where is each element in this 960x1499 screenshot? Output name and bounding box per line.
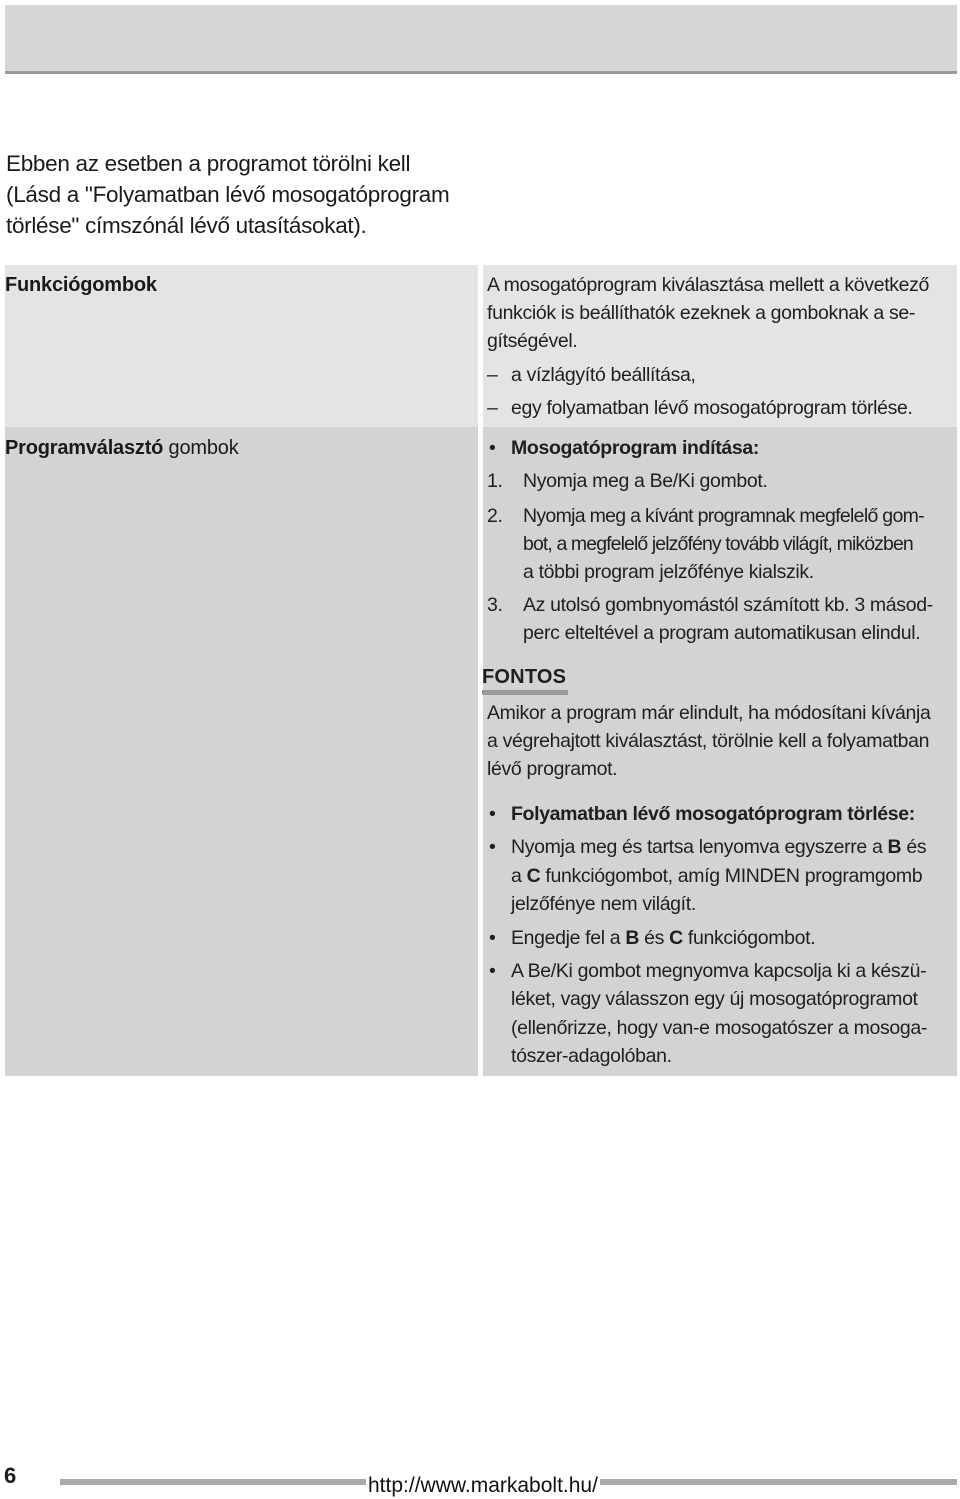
cancel-step-line: A Be/Ki gombot megnyomva kapcsolja ki a készü- <box>511 960 927 982</box>
intro-paragraph <box>6 148 476 241</box>
fontos-underline <box>482 690 568 695</box>
table-left-column <box>5 265 478 1076</box>
dash-item: egy folyamatban lévő mosogatóprogram törlése. <box>511 397 913 419</box>
cancel-step-line: Nyomja meg és tartsa lenyomva egyszerre a B és <box>511 836 927 858</box>
dash-item: a vízlágyító beállítása, <box>511 364 696 386</box>
page-number: 6 <box>4 1463 17 1488</box>
dash-marker: – <box>487 364 498 386</box>
fontos-title: FONTOS <box>482 666 567 688</box>
header-band <box>5 5 957 74</box>
step-text: Nyomja meg a Be/Ki gombot. <box>523 470 768 492</box>
step-number: 3. <box>487 594 503 616</box>
cancel-step-line: a C funkciógombot, amíg MINDEN programgomb <box>511 865 923 887</box>
start-program-title: Mosogatóprogram indítása: <box>511 437 760 459</box>
step-text: perc elteltével a program automatikusan elindul. <box>523 622 921 644</box>
bullet-marker: • <box>489 927 496 949</box>
dash-marker: – <box>487 397 498 419</box>
step-text: Nyomja meg a kívánt programnak megfelelő gom- <box>523 505 924 527</box>
cancel-step-line: tószer-adagolóban. <box>511 1045 672 1067</box>
bullet-marker: • <box>489 836 496 858</box>
row1-text-line: funkciók is beállíthatók ezeknek a gomboknak a se- <box>487 302 916 324</box>
row1-text-line: A mosogatóprogram kiválasztása mellett a következő <box>487 274 930 296</box>
intro-line: törlése" címszónál lévő utasításokat). <box>6 213 367 238</box>
cancel-program-title: Folyamatban lévő mosogatóprogram törlése: <box>511 803 915 825</box>
fontos-text-line: lévő programot. <box>487 758 618 780</box>
bullet-marker: • <box>489 803 496 825</box>
step-text: bot, a megfelelő jelzőfény tovább világít, miközben <box>523 533 913 555</box>
bullet-marker: • <box>489 437 496 459</box>
intro-line: (Lásd a "Folyamatban lévő mosogatóprogram <box>6 182 450 207</box>
fontos-text-line: a végrehajtott kiválasztást, törölnie kell a folyamatban <box>487 730 930 752</box>
step-text: a többi program jelzőfénye kialszik. <box>523 561 814 583</box>
cancel-step-line: Engedje fel a B és C funkciógombot. <box>511 927 816 949</box>
step-text: Az utolsó gombnyomástól számított kb. 3 másod- <box>523 594 933 616</box>
cancel-step-line: jelzőfénye nem világít. <box>511 893 696 915</box>
row1-text-line: gítségével. <box>487 330 578 352</box>
cancel-step-line: léket, vagy válasszon egy új mosogatóprogramot <box>511 988 918 1010</box>
footer-url-link[interactable]: http://www.markabolt.hu/ <box>368 1474 598 1497</box>
step-number: 1. <box>487 470 503 492</box>
fontos-text-line: Amikor a program már elindult, ha módosítani kívánja <box>487 702 931 724</box>
function-table <box>5 265 957 1076</box>
cancel-step-line: (ellenőrizze, hogy van-e mosogatószer a mosoga- <box>511 1017 928 1039</box>
bullet-marker: • <box>489 960 496 982</box>
intro-line: Ebben az esetben a programot törölni kell <box>6 151 411 176</box>
row-label-programvalaszto: Programválasztó gombok <box>5 437 239 459</box>
step-number: 2. <box>487 505 503 527</box>
row-label-funkciogombok: Funkciógombok <box>5 274 157 296</box>
